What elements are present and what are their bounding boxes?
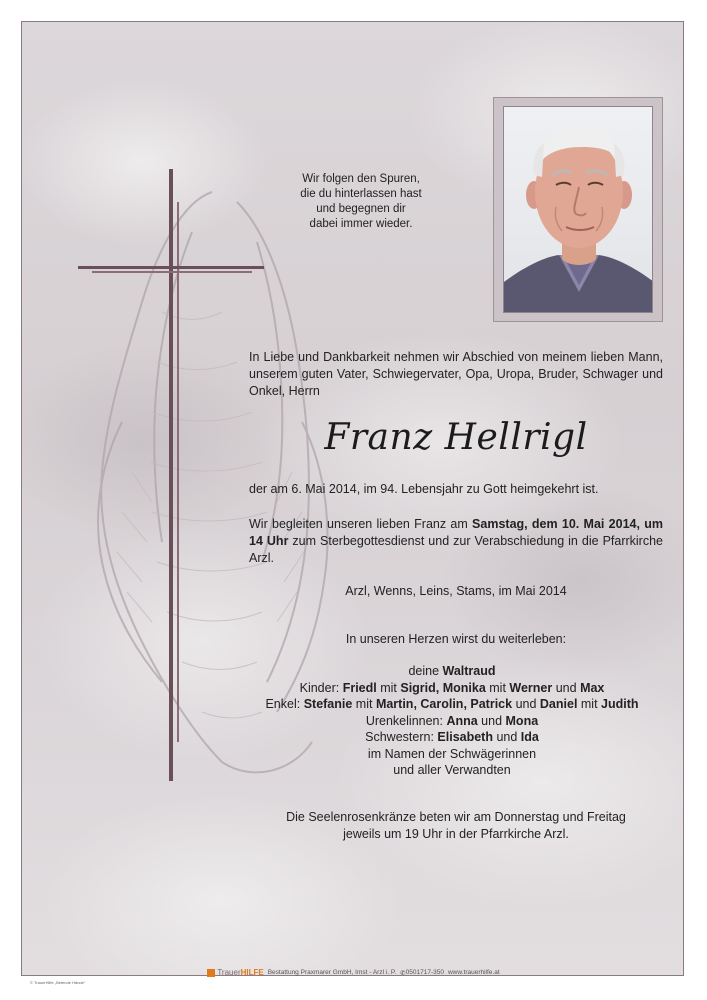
separator: und [552, 680, 581, 695]
farewell-intro: In Liebe und Dankbarkeit nehmen wir Abschied von meinem lieben Mann, unserem guten Vater, Schwiegervater, Opa, Uropa, Bruder, Schwager und Onkel, Herrn [249, 350, 663, 398]
cross-horizontal-inner-beam [92, 271, 252, 273]
cross-vertical-inner-beam [177, 202, 179, 742]
great-grandchildren-line [222, 713, 682, 730]
grandchild-name: Daniel [539, 697, 578, 711]
in-laws-line: im Namen der Schwägerinnen [367, 746, 537, 761]
separator: mit [485, 680, 510, 695]
footer-phone: 0501717-350 [405, 969, 444, 977]
footer [22, 968, 685, 977]
funeral-text-start: Wir begleiten unseren lieben Franz am [249, 517, 473, 531]
funeral-date: Samstag, dem 10. Mai 2014, um 14 Uhr [249, 517, 663, 548]
mourners-list [222, 663, 682, 779]
separator: und [477, 713, 506, 728]
separator: und [512, 697, 540, 711]
deceased-name: Franz Hellrigl [324, 417, 588, 458]
child-name: Sigrid, Monika [400, 680, 486, 695]
child-name: Werner [509, 680, 553, 695]
trauerhilfe-logo-icon [207, 969, 215, 977]
cross-horizontal-beam [78, 266, 264, 269]
children-line [222, 680, 682, 697]
rosary-line: Die Seelenrosenkränze beten wir am Donnerstag und Freitag [286, 810, 626, 824]
separator: und [492, 730, 521, 744]
grandchildren-label: Enkel: [265, 697, 304, 711]
cross-vertical-beam [169, 169, 173, 781]
children-label: Kinder: [299, 680, 343, 695]
phone-icon: ✆ [400, 969, 406, 977]
great-grandchildren-label: Urenkelinnen: [365, 713, 447, 728]
portrait-photo [503, 106, 653, 313]
place-and-date: Arzl, Wenns, Leins, Stams, im Mai 2014 [345, 584, 567, 598]
wife-name: Waltraud [442, 664, 496, 678]
separator: mit [352, 697, 376, 711]
portrait-frame [493, 97, 663, 322]
grandchild-name: Judith [601, 697, 639, 711]
brand-part: HILFE [240, 968, 264, 977]
portrait-image [504, 107, 653, 313]
great-grandchild-name: Mona [505, 713, 539, 728]
great-grandchild-name: Anna [446, 713, 478, 728]
funeral-text-end: zum Sterbegottesdienst und zur Verabschiedung in die Pfarrkirche Arzl. [249, 534, 663, 565]
relatives-line: und aller Verwandten [393, 763, 511, 777]
grandchild-name: Stefanie [303, 697, 353, 711]
wife-prefix: deine [408, 664, 443, 678]
poem-line: dabei immer wieder. [309, 218, 413, 230]
rosary-notice [249, 809, 663, 843]
wife-line [222, 663, 682, 680]
sister-name: Ida [520, 730, 539, 744]
separator: mit [376, 680, 401, 695]
separator: mit [577, 697, 602, 711]
death-notice: der am 6. Mai 2014, im 94. Lebensjahr zu Gott heimgekehrt ist. [249, 482, 599, 496]
footer-brand [217, 968, 263, 977]
poem-line: und begegnen dir [316, 203, 406, 215]
poem-line: die du hinterlassen hast [300, 188, 422, 200]
rosary-line: jeweils um 19 Uhr in der Pfarrkirche Arzl. [343, 827, 569, 841]
poem-line: Wir folgen den Spuren, [302, 173, 420, 185]
copyright-note: © TrauerHilfe „Betende Hände“ [30, 980, 86, 985]
sister-name: Elisabeth [437, 730, 493, 744]
hearts-line: In unseren Herzen wirst du weiterleben: [345, 632, 567, 646]
footer-company: Bestattung Praxmarer GmbH, Imst - Arzl i. P. [267, 969, 397, 976]
footer-website[interactable]: www.trauerhilfe.at [447, 969, 500, 976]
sisters-line [222, 729, 682, 746]
parte-card [21, 21, 684, 976]
child-name: Friedl [342, 680, 377, 695]
funeral-details [249, 516, 663, 567]
brand-part: Trauer [217, 968, 241, 977]
child-name: Max [580, 680, 605, 695]
grandchild-name: Martin, Carolin, Patrick [375, 697, 513, 711]
grandchildren-line [222, 696, 682, 713]
memorial-poem [292, 172, 430, 232]
sisters-label: Schwestern: [365, 730, 438, 744]
